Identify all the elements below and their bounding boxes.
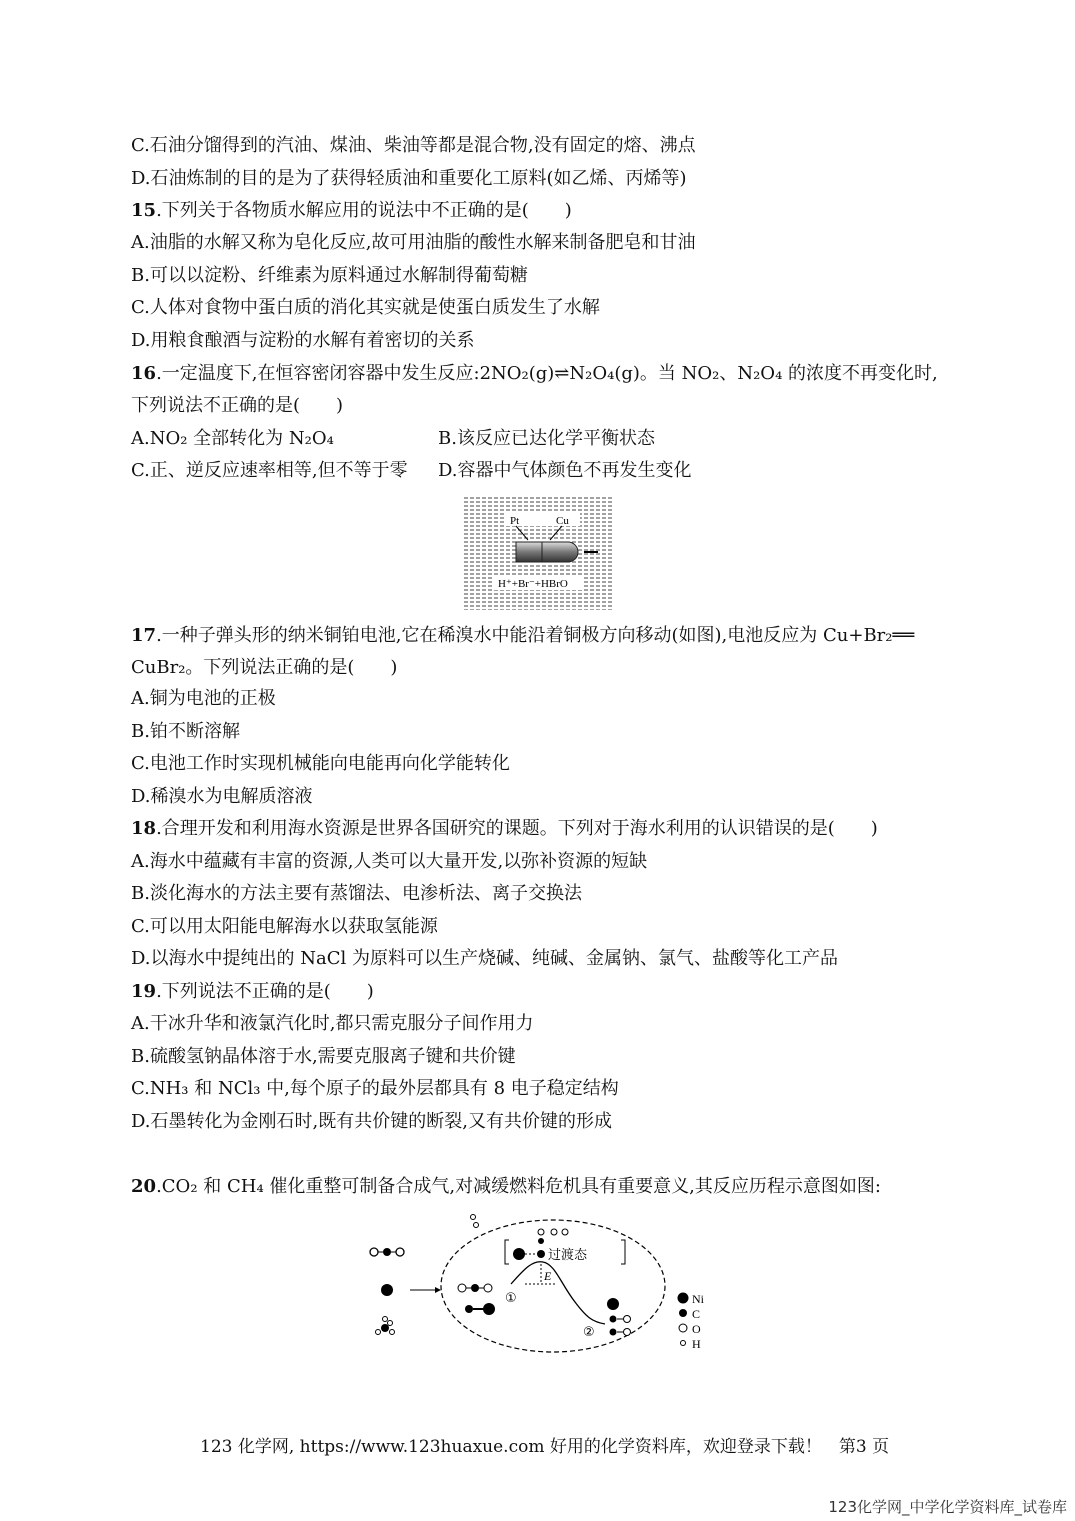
legend-h-marker (681, 1341, 686, 1346)
battery-figure (464, 496, 612, 610)
cu-label: Cu (556, 515, 569, 527)
nano-battery (516, 542, 578, 562)
q20-stem (131, 1175, 881, 1199)
q16-number: 16 (131, 363, 157, 384)
h2-molecule (471, 1215, 479, 1228)
q16-stem-cont: 下列说法不正确的是( ) (131, 395, 344, 416)
q15-number: 15 (131, 200, 157, 221)
reaction-mechanism-figure (365, 1208, 715, 1358)
site-watermark: 123化学网_中学化学资料库_试卷库 (828, 1498, 1067, 1516)
q17-option-b: B.铂不断溶解 (131, 721, 240, 742)
q19-stem (131, 980, 374, 1004)
energy-label: E (544, 1269, 552, 1283)
q14-option-d: D.石油炼制的目的是为了获得轻质油和重要化工原料(如乙烯、丙烯等) (131, 168, 687, 189)
legend-o: O (692, 1322, 701, 1336)
q15-option-c: C.人体对食物中蛋白质的消化其实就是使蛋白质发生了水解 (131, 297, 600, 318)
q16-option-a: A.NO₂ 全部转化为 N₂O₄ (131, 428, 334, 449)
q18-option-c: C.可以用太阳能电解海水以获取氢能源 (131, 916, 438, 937)
q19-option-b: B.硫酸氢钠晶体溶于水,需要克服离子键和共价键 (131, 1046, 516, 1067)
q16-option-b: B.该反应已达化学平衡状态 (438, 428, 655, 449)
q17-number: 17 (131, 625, 157, 646)
legend-c: C (692, 1307, 701, 1321)
q17-option-c: C.电池工作时实现机械能向电能再向化学能转化 (131, 753, 510, 774)
energy-curve (511, 1262, 605, 1324)
q15-text: .下列关于各物质水解应用的说法中不正确的是( ) (156, 200, 572, 221)
q18-number: 18 (131, 818, 157, 839)
legend-h: H (692, 1337, 701, 1351)
q18-option-d: D.以海水中提纯出的 NaCl 为原料可以生产烧碱、纯碱、金属钠、氯气、盐酸等化工产品 (131, 948, 838, 969)
q15-option-b: B.可以以淀粉、纤维素为原料通过水解制得葡萄糖 (131, 265, 528, 286)
q17-option-d: D.稀溴水为电解质溶液 (131, 786, 313, 807)
q20-text: .CO₂ 和 CH₄ 催化重整可制备合成气,对减缓燃料危机具有重要意义,其反应历程示意图如图: (156, 1176, 881, 1197)
q19-option-a: A.干冰升华和液氯汽化时,都只需克服分子间作用力 (131, 1013, 534, 1034)
q18-option-a: A.海水中蕴藏有丰富的资源,人类可以大量开发,以弥补资源的短缺 (131, 851, 648, 872)
q16-option-c: C.正、逆反应速率相等,但不等于零 (131, 460, 408, 481)
q19-number: 19 (131, 981, 157, 1002)
products-right (607, 1298, 631, 1336)
q18-option-b: B.淡化海水的方法主要有蒸馏法、电渗析法、离子交换法 (131, 883, 582, 904)
q16-text: .一定温度下,在恒容密闭容器中发生反应:2NO₂(g)⇌N₂O₄(g)。当 NO₂、N₂O₄ 的浓度不再变化时, (156, 363, 938, 384)
ch4-molecule (376, 1317, 395, 1335)
q19-option-c: C.NH₃ 和 NCl₃ 中,每个原子的最外层都具有 8 电子稳定结构 (131, 1078, 619, 1099)
q15-option-d: D.用粮食酿酒与淀粉的水解有着密切的关系 (131, 330, 475, 351)
ni-atom (381, 1284, 393, 1296)
step-2-label: ② (583, 1325, 595, 1340)
q15-option-a: A.油脂的水解又称为皂化反应,故可用油脂的酸性水解来制备肥皂和甘油 (131, 232, 696, 253)
q19-text: .下列说法不正确的是( ) (156, 981, 374, 1002)
q16-stem (131, 362, 938, 386)
q16-option-d: D.容器中气体颜色不再发生变化 (438, 460, 692, 481)
legend-c-marker (679, 1309, 687, 1317)
q17-stem-cont: CuBr₂。下列说法正确的是( ) (131, 657, 398, 678)
q18-text: .合理开发和利用海水资源是世界各国研究的课题。下列对于海水利用的认识错误的是( ) (156, 818, 878, 839)
q19-option-d: D.石墨转化为金刚石时,既有共价键的断裂,又有共价键的形成 (131, 1111, 612, 1132)
step-1-label: ① (505, 1291, 517, 1306)
adsorbed-species-left (458, 1284, 495, 1315)
co2-molecule (370, 1248, 404, 1256)
transition-state (505, 1229, 625, 1264)
q17-stem (131, 624, 914, 648)
legend-o-marker (679, 1324, 687, 1332)
q18-stem (131, 817, 878, 841)
transition-state-label: 过渡态 (548, 1248, 588, 1263)
q20-number: 20 (131, 1176, 157, 1197)
pt-label: Pt (510, 515, 520, 527)
q17-text: .一种子弹头形的纳米铜铂电池,它在稀溴水中能沿着铜极方向移动(如图),电池反应为 Cu+Br₂══ (156, 625, 915, 646)
q15-stem (131, 199, 572, 223)
q14-option-c: C.石油分馏得到的汽油、煤油、柴油等都是混合物,没有固定的熔、沸点 (131, 135, 696, 156)
legend-ni: Ni (692, 1292, 704, 1306)
solution-label: H⁺+Br⁻+HBrO (498, 578, 568, 590)
legend-ni-marker (678, 1293, 689, 1304)
q16-row1 (131, 427, 334, 451)
atom-legend (678, 1292, 705, 1351)
page-footer: 123 化学网, https://www.123huaxue.com 好用的化学资料库，欢迎登录下载！ 第3 页 (200, 1437, 890, 1457)
q17-option-a: A.铜为电池的正极 (131, 688, 276, 709)
